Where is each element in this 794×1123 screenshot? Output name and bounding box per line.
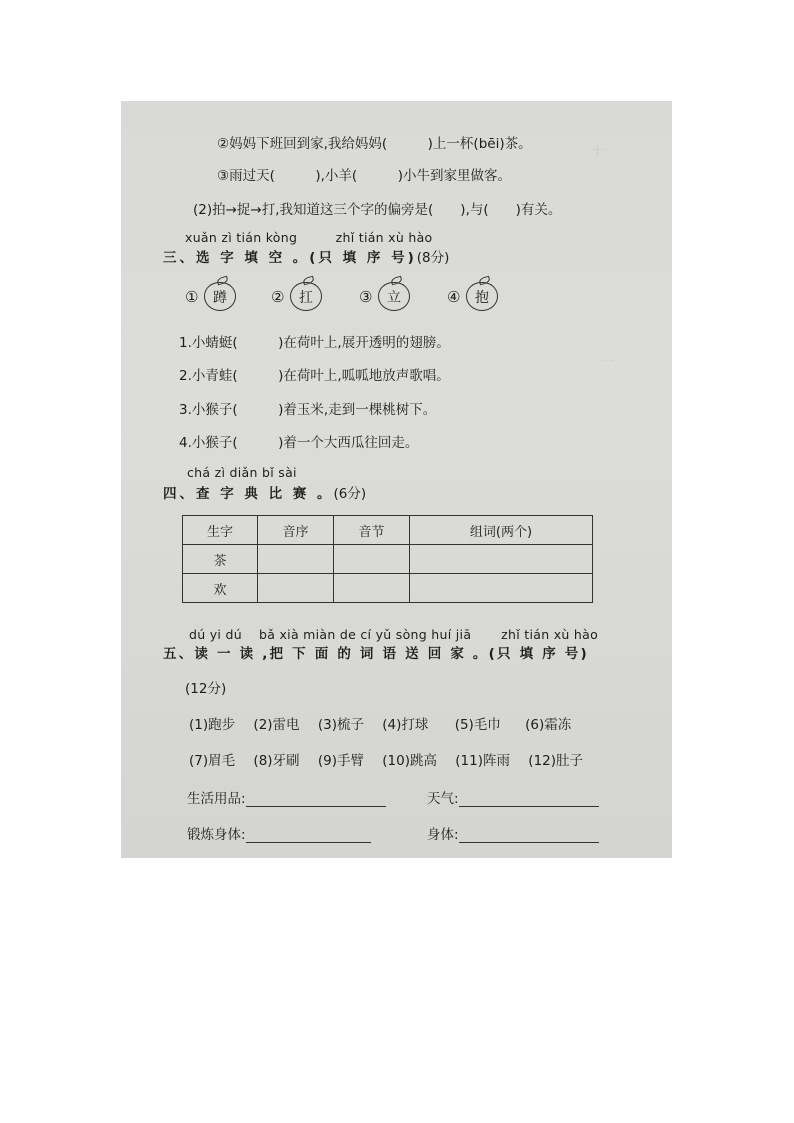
category-daily-items bbox=[187, 787, 386, 807]
category-exercise bbox=[187, 823, 371, 843]
word-item: (11)阵雨 bbox=[455, 753, 510, 769]
choice-number: ③ bbox=[359, 288, 373, 306]
choice-number: ② bbox=[271, 288, 285, 306]
section5-title: 五、读 一 读 ,把 下 面 的 词 语 送 回 家 。(只 填 序 号) bbox=[163, 646, 589, 662]
sentence-2: 2.小青蛙( )在荷叶上,呱呱地放声歌唱。 bbox=[179, 368, 450, 384]
table-header-row bbox=[183, 516, 593, 545]
char-cell: 茶 bbox=[183, 545, 258, 574]
sentence-3: 3.小猴子( )着玉米,走到一棵桃树下。 bbox=[179, 402, 437, 418]
choice-number: ④ bbox=[447, 288, 461, 306]
char-cell: 欢 bbox=[183, 574, 258, 603]
table-row bbox=[183, 545, 593, 574]
section3-title: 三、选 字 填 空 。(只 填 序 号) bbox=[163, 250, 417, 266]
category-label: 身体: bbox=[427, 827, 459, 843]
answer-line[interactable] bbox=[459, 828, 599, 843]
answer-cell[interactable] bbox=[258, 574, 334, 603]
choice-list bbox=[185, 279, 525, 313]
word-item: (8)牙刷 bbox=[253, 753, 300, 769]
header-cell: 音序 bbox=[258, 516, 334, 545]
worksheet-photo: 十 一 ②妈妈下班回到家,我给妈妈( )上一杯(bēi)茶。 ③雨过天( ),小羊( )小牛到家里做客。 (2)拍→捉→打,我知道这三个字的偏旁是( ),与( )有关。 xuǎn zì tián kòng zhǐ tián xù hào 三、选 字 填 空 。(只 填 序 号)(8分) ① 蹲 ② 扛 ③ 立 ④ 抱 1.小蜻蜓( )在荷叶上,展开透明的翅膀。 2.小青蛙( )在荷叶上,呱呱地放声歌唱。 3.小猴子( )着玉米,走到一棵桃树下。 4.小猴子( )着一个大西瓜往回走。 chá zì diǎn bǐ sài 四、查 字 典 比 赛 。(6分) 生字 音序 音节 组词(两个) 茶 欢 dú yi dú bǎ xià miàn de cí yǔ sòng huí jiā zhǐ tián xù hào 五、读 一 读 ,把 下 面 的 词 语 送 回 家 。(只 填 序 号) (12分) (1)跑步 (2)雷电 (3)梳子 (4)打球 (5)毛巾 (6)霜冻 (7)眉毛 (8)牙刷 (9)手臂 (10)跳高 (11)阵雨 (12)肚子 生活用品: 天气: 锻炼身体: 身体: bbox=[121, 101, 672, 858]
category-label: 生活用品: bbox=[187, 791, 246, 807]
word-item: (2)雷电 bbox=[253, 717, 300, 733]
category-label: 天气: bbox=[427, 791, 459, 807]
answer-cell[interactable] bbox=[258, 545, 334, 574]
apple-icon bbox=[378, 282, 410, 311]
choice-char: 扛 bbox=[299, 289, 313, 306]
part2-line-2: ②妈妈下班回到家,我给妈妈( )上一杯(bēi)茶。 bbox=[217, 136, 532, 152]
word-list-row-2 bbox=[189, 749, 597, 769]
word-item: (12)肚子 bbox=[528, 753, 584, 769]
header-cell: 音节 bbox=[334, 516, 410, 545]
category-body bbox=[427, 823, 599, 843]
sentence-4: 4.小猴子( )着一个大西瓜往回走。 bbox=[179, 435, 419, 451]
apple-icon bbox=[466, 282, 498, 311]
section5-pinyin: dú yi dú bǎ xià miàn de cí yǔ sòng huí jiā zhǐ tián xù hào bbox=[189, 627, 599, 642]
section4-pinyin: chá zì diǎn bǐ sài bbox=[187, 465, 297, 480]
section4-title: 四、查 字 典 比 赛 。 bbox=[163, 486, 334, 502]
answer-cell[interactable] bbox=[410, 574, 593, 603]
apple-icon bbox=[204, 282, 236, 311]
answer-line[interactable] bbox=[246, 828, 371, 843]
category-weather bbox=[427, 787, 599, 807]
sentence-1: 1.小蜻蜓( )在荷叶上,展开透明的翅膀。 bbox=[179, 335, 450, 351]
word-item: (1)跑步 bbox=[189, 717, 236, 733]
section4-heading bbox=[163, 482, 366, 502]
table-row bbox=[183, 574, 593, 603]
dictionary-table bbox=[182, 515, 593, 603]
part2-question-2: (2)拍→捉→打,我知道这三个字的偏旁是( ),与( )有关。 bbox=[193, 202, 562, 218]
choice-char: 蹲 bbox=[213, 289, 227, 306]
category-label: 锻炼身体: bbox=[187, 827, 246, 843]
answer-line[interactable] bbox=[459, 792, 599, 807]
answer-line[interactable] bbox=[246, 792, 386, 807]
choice-number: ① bbox=[185, 288, 199, 306]
word-item: (4)打球 bbox=[382, 717, 429, 733]
answer-cell[interactable] bbox=[410, 545, 593, 574]
word-item: (10)跳高 bbox=[382, 753, 437, 769]
apple-icon bbox=[290, 282, 322, 311]
section3-pinyin: xuǎn zì tián kòng zhǐ tián xù hào bbox=[185, 230, 433, 245]
section4-score: (6分) bbox=[333, 486, 367, 502]
choice-char: 抱 bbox=[475, 289, 489, 306]
header-cell: 生字 bbox=[183, 516, 258, 545]
answer-cell[interactable] bbox=[334, 545, 410, 574]
section3-heading bbox=[163, 246, 449, 266]
section5-score: (12分) bbox=[185, 681, 227, 697]
word-item: (9)手臂 bbox=[317, 753, 364, 769]
section5-heading bbox=[163, 642, 589, 662]
word-item: (7)眉毛 bbox=[189, 753, 236, 769]
choice-char: 立 bbox=[387, 289, 401, 306]
header-cell: 组词(两个) bbox=[410, 516, 593, 545]
word-item: (3)梳子 bbox=[317, 717, 364, 733]
part2-line-3: ③雨过天( ),小羊( )小牛到家里做客。 bbox=[217, 168, 511, 184]
word-item: (6)霜冻 bbox=[525, 717, 572, 733]
word-list-row-1 bbox=[189, 713, 585, 733]
answer-cell[interactable] bbox=[334, 574, 410, 603]
section3-score: (8分) bbox=[416, 250, 450, 266]
word-item: (5)毛巾 bbox=[454, 717, 501, 733]
